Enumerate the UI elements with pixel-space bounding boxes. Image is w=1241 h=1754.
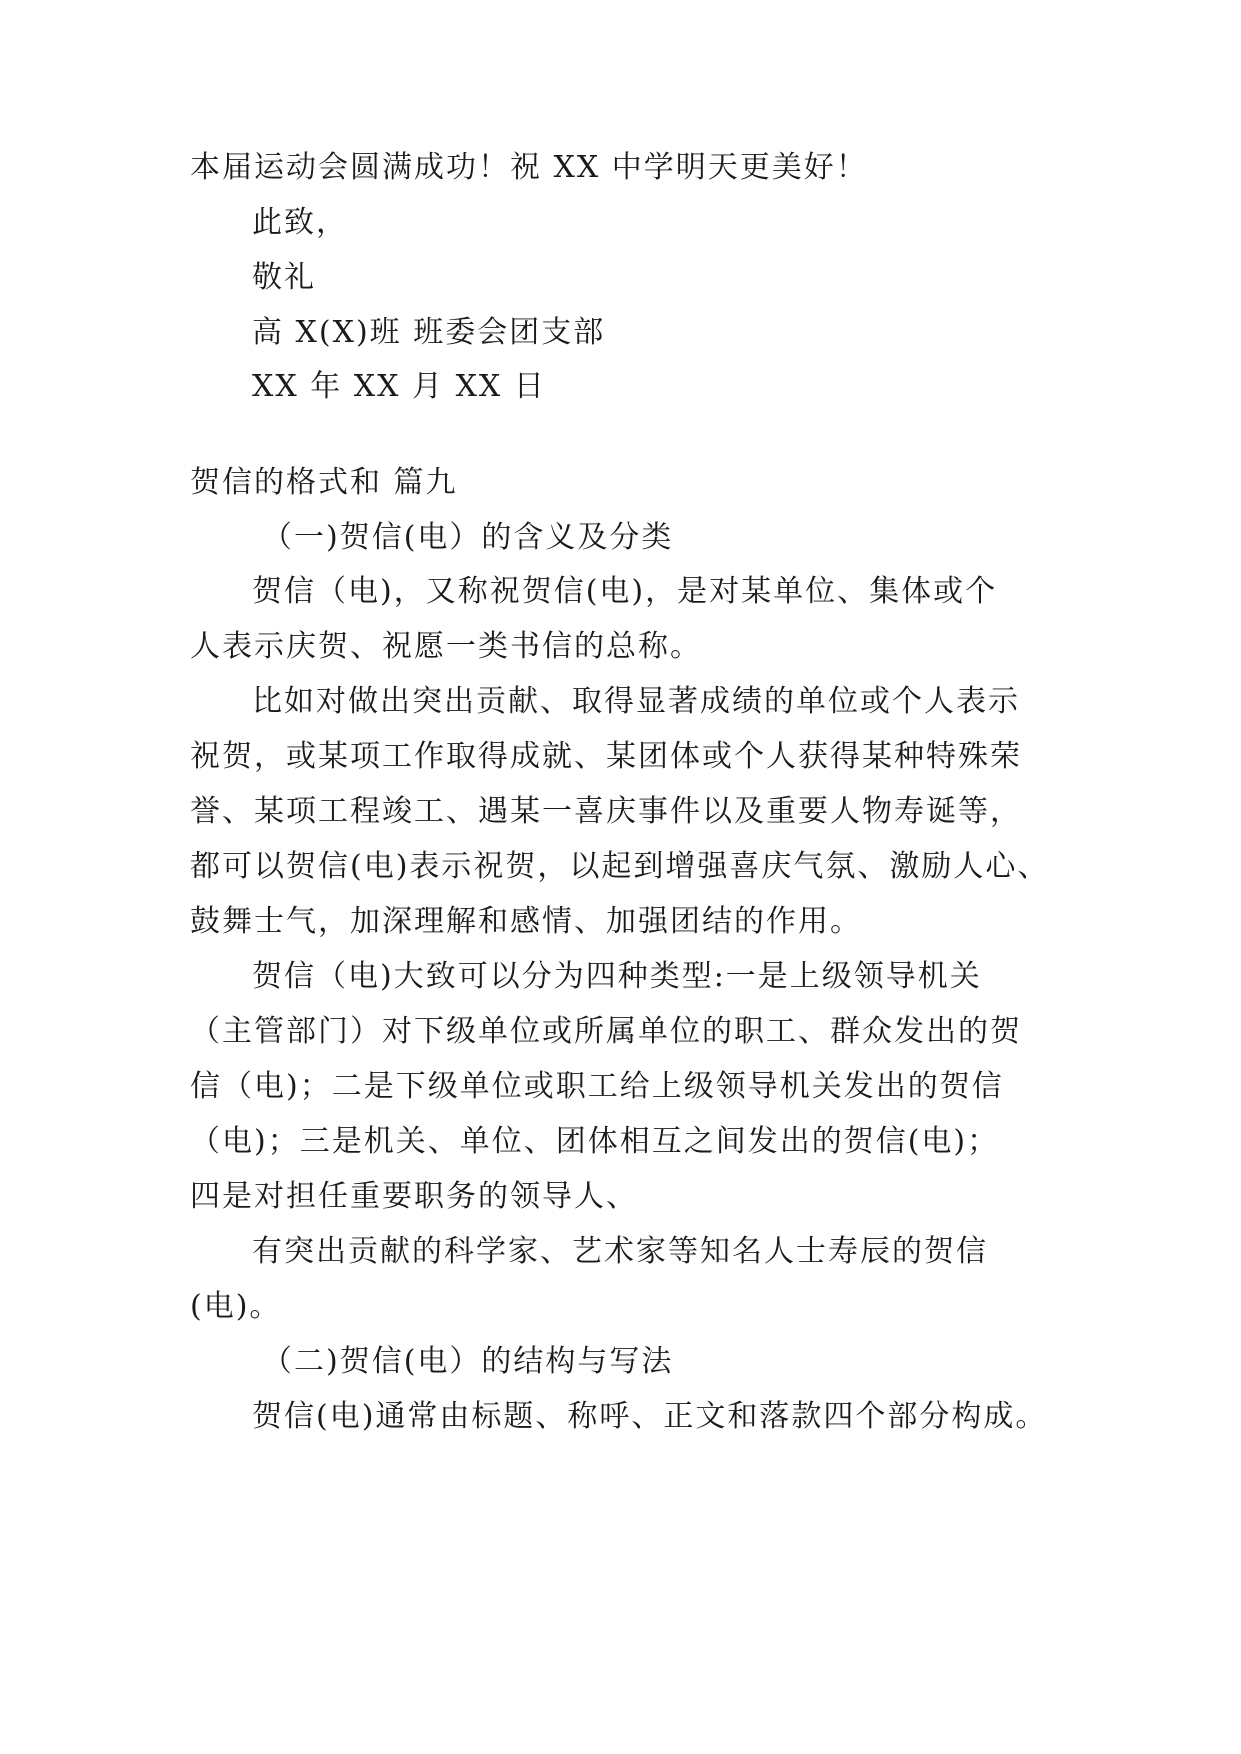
salutation-line-2: 敬礼: [252, 260, 316, 295]
closing-wish: 本届运动会圆满成功！祝 XX 中学明天更美好！: [190, 150, 868, 185]
paragraph-4-line-2: (电)。: [190, 1289, 282, 1324]
paragraph-2-line-4: 都可以贺信(电)表示祝贺，以起到增强喜庆气氛、激励人心、: [190, 849, 1050, 884]
paragraph-2-line-3: 誉、某项工程竣工、遇某一喜庆事件以及重要人物寿诞等，: [190, 794, 1022, 829]
paragraph-3-line-1: 贺信（电)大致可以分为四种类型:一是上级领导机关: [252, 959, 982, 994]
paragraph-3-line-3: 信（电)；二是下级单位或职工给上级领导机关发出的贺信: [190, 1069, 1004, 1104]
paragraph-4-line-1: 有突出贡献的科学家、艺术家等知名人士寿辰的贺信: [252, 1234, 988, 1269]
salutation-line-1: 此致，: [252, 205, 348, 240]
paragraph-1-line-2: 人表示庆贺、祝愿一类书信的总称。: [190, 629, 702, 664]
section-title: 贺信的格式和 篇九: [190, 465, 458, 500]
paragraph-1-line-1: 贺信（电)，又称祝贺信(电)，是对某单位、集体或个: [252, 574, 998, 609]
paragraph-5-line-1: 贺信(电)通常由标题、称呼、正文和落款四个部分构成。: [252, 1399, 1048, 1434]
signature: 高 X(X)班 班委会团支部: [252, 315, 606, 350]
paragraph-2-line-5: 鼓舞士气，加深理解和感情、加强团结的作用。: [190, 904, 862, 939]
paragraph-3-line-5: 四是对担任重要职务的领导人、: [190, 1179, 638, 1214]
paragraph-2-line-1: 比如对做出突出贡献、取得显著成绩的单位或个人表示: [252, 684, 1020, 719]
paragraph-2-line-2: 祝贺，或某项工作取得成就、某团体或个人获得某种特殊荣: [190, 739, 1022, 774]
letter-date: XX 年 XX 月 XX 日: [252, 369, 546, 404]
paragraph-3-line-2: （主管部门）对下级单位或所属单位的职工、群众发出的贺: [190, 1014, 1022, 1049]
subsection-heading-2: （二)贺信(电）的结构与写法: [262, 1344, 674, 1379]
paragraph-3-line-4: （电)；三是机关、单位、团体相互之间发出的贺信(电)；: [190, 1124, 1000, 1159]
subsection-heading-1: （一)贺信(电）的含义及分类: [262, 520, 674, 555]
